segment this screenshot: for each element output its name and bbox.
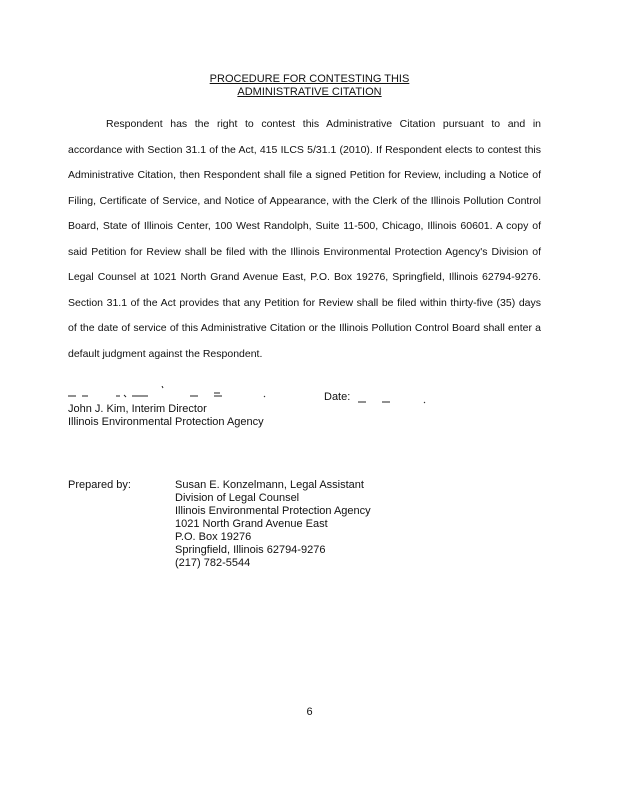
preparer-division: Division of Legal Counsel — [175, 492, 300, 504]
preparer-agency: Illinois Environmental Protection Agency — [175, 505, 371, 517]
prepared-by-label: Prepared by: — [68, 479, 131, 491]
preparer-name: Susan E. Konzelmann, Legal Assistant — [175, 479, 364, 491]
signer-name: John J. Kim, Interim Director — [68, 403, 207, 415]
procedure-paragraph: Respondent has the right to contest this Administrative Citation pursuant to and in accordance with Section 31.1 of the Act, 415 ILCS 5/31.1 (2010). If Respondent elects to contest this Administrative Citation, then Respondent shall file a signed Petition for Review, including a Notice of Filing, Certificate of Service, and Notice of Appearance, with the Clerk of the Illinois Pollution Control Board, State of Illinois Center, 100 West Randolph, Suite 11-500, Chicago, Illinois 60601. A copy of said Petition for Review shall be filed with the Illinois Environmental Protection Agency's Division of Legal Counsel at 1021 North Grand Avenue East, P.O. Box 19276, Springfield, Illinois 62794-9276. Section 31.1 of the Act provides that any Petition for Review shall be filed within thirty-five (35) days of the date of service of this Administrative Citation or the Illinois Pollution Control Board shall enter a default judgment against the Respondent. — [68, 118, 541, 360]
preparer-po-box: P.O. Box 19276 — [175, 531, 252, 543]
page-number: 6 — [306, 706, 313, 718]
preparer-city: Springfield, Illinois 62794-9276 — [175, 544, 326, 556]
document-heading — [0, 73, 619, 99]
signer-agency: Illinois Environmental Protection Agency — [68, 416, 264, 428]
preparer-phone: (217) 782-5544 — [175, 557, 251, 569]
preparer-street: 1021 North Grand Avenue East — [175, 518, 328, 530]
signer-block — [68, 403, 264, 429]
heading-line-1: PROCEDURE FOR CONTESTING THIS — [209, 73, 410, 85]
date-label: Date: — [324, 391, 351, 403]
preparer-address-block — [175, 479, 371, 570]
signature-line-marks — [68, 386, 268, 398]
date-line-marks — [352, 398, 432, 404]
heading-line-2: ADMINISTRATIVE CITATION — [237, 86, 382, 98]
